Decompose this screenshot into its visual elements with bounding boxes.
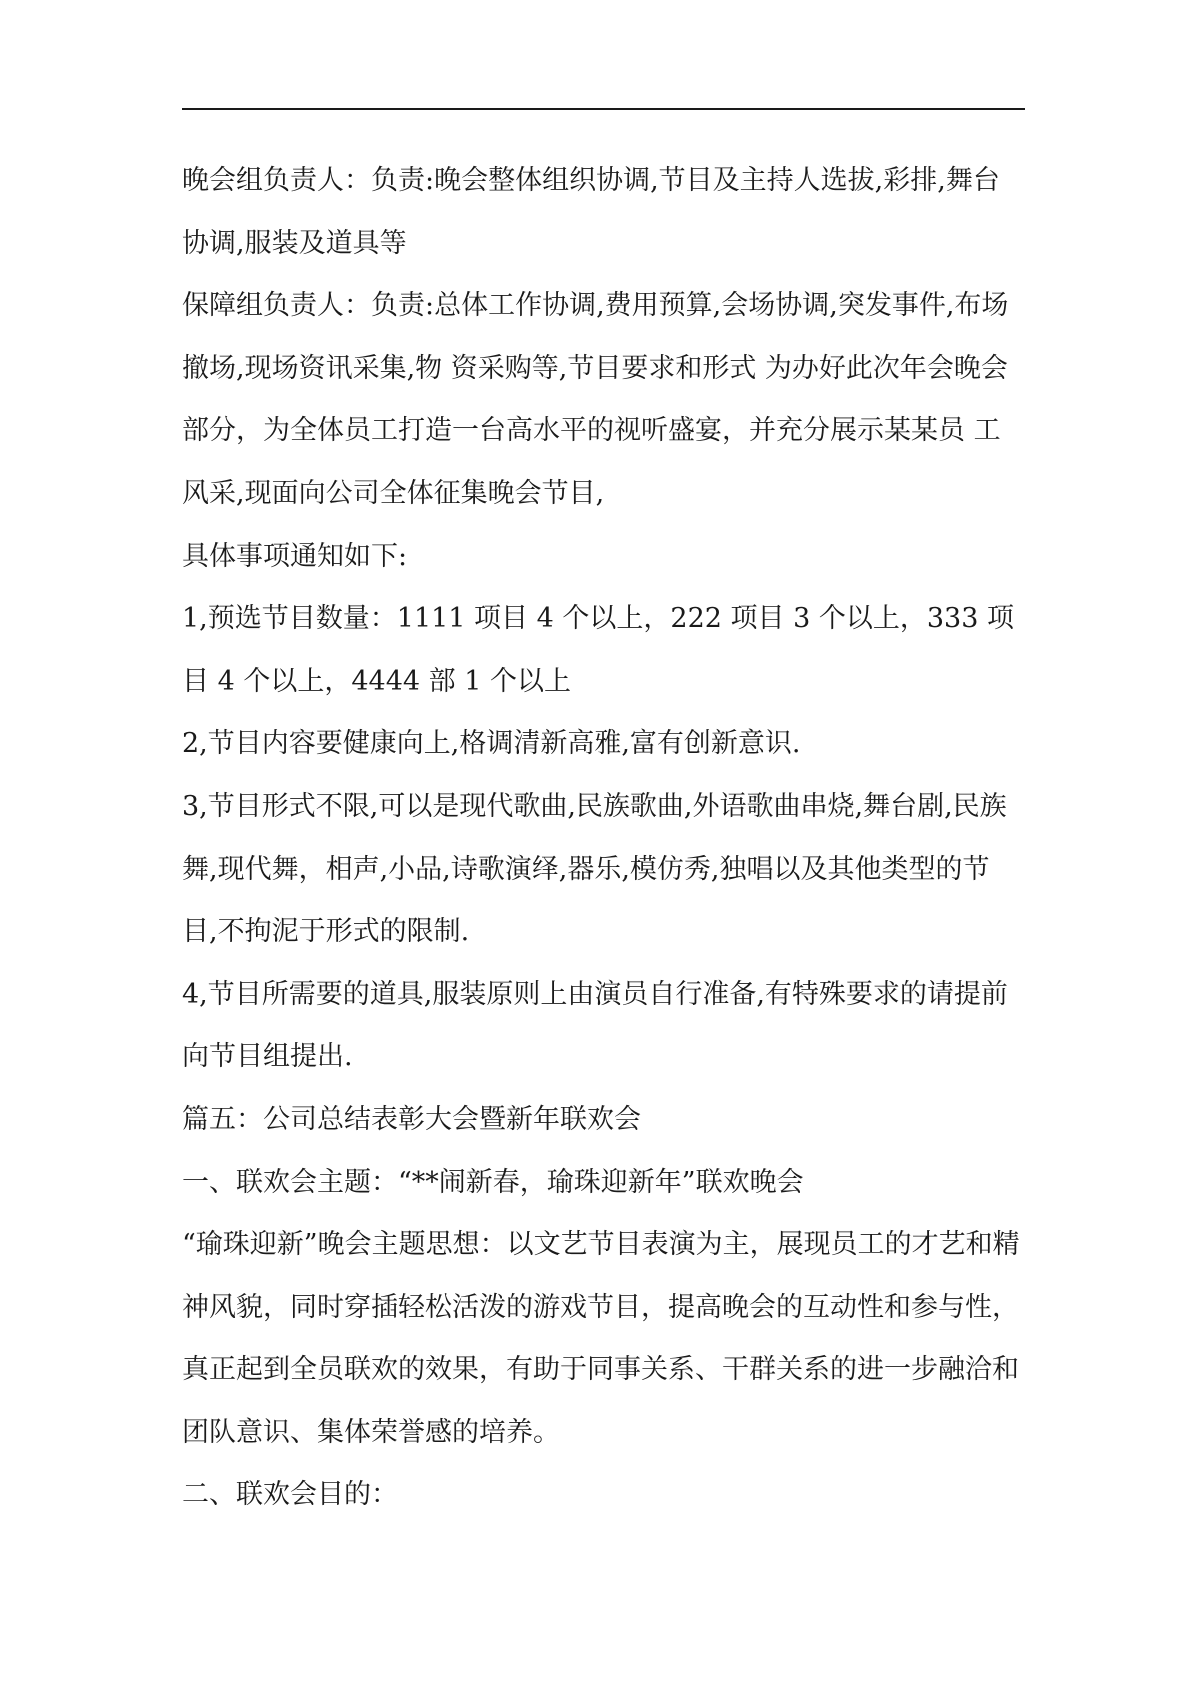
header-rule — [182, 108, 1025, 110]
section-heading-theme: 一、联欢会主题：“**闹新春，瑜珠迎新年”联欢晚会 — [182, 1166, 804, 1198]
paragraph-support-group-lead: 保障组负责人：负责:总体工作协调,费用预算,会场协调,突发事件,布场撤场,现场资讯采集,物 资采购等,节目要求和形式 为办好此次年会晚会部分，为全体员工打造一台高水平的视听盛宴，并充分展示某某员 工风采,现面向公司全体征集晚会节目, — [182, 290, 1009, 509]
paragraph-item-2: 2,节目内容要健康向上,格调清新高雅,富有创新意识. — [182, 728, 801, 760]
section-heading-part-five: 篇五：公司总结表彰大会暨新年联欢会 — [182, 1103, 641, 1135]
paragraph-item-3: 3,节目形式不限,可以是现代歌曲,民族歌曲,外语歌曲串烧,舞台剧,民族舞,现代舞，相声,小品,诗歌演绎,器乐,模仿秀,独唱以及其他类型的节目,不拘泥于形式的限制. — [182, 790, 1007, 948]
paragraph-theme-idea: “瑜珠迎新”晚会主题思想：以文艺节目表演为主，展现员工的才艺和精神风貌，同时穿插轻松活泼的游戏节目，提高晚会的互动性和参与性，真正起到全员联欢的效果，有助于同事关系、干群关系的进一步融洽和团队意识、集体荣誉感的培养。 — [182, 1229, 1020, 1448]
section-heading-purpose: 二、联欢会目的： — [182, 1479, 398, 1511]
paragraph-item-1: 1,预选节目数量：1111 项目 4 个以上，222 项目 3 个以上，333 项目 4 个以上，4444 部 1 个以上 — [182, 603, 1014, 697]
paragraph-notice-intro: 具体事项通知如下: — [182, 540, 408, 572]
document-body — [182, 150, 1025, 1527]
paragraph-party-group-lead: 晚会组负责人：负责:晚会整体组织协调,节目及主持人选拔,彩排,舞台协调,服装及道具等 — [182, 165, 1000, 259]
paragraph-item-4: 4,节目所需要的道具,服装原则上由演员自行准备,有特殊要求的请提前向节目组提出. — [182, 978, 1008, 1073]
